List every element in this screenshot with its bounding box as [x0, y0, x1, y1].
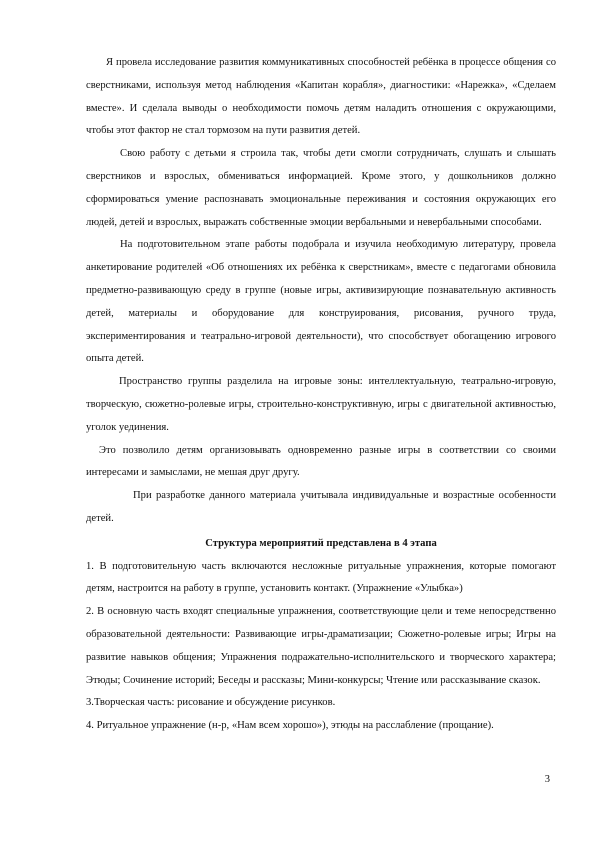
list-item-stage-1: 1. В подготовительную часть включаются несложные ритуальные упражнения, которые помогают детям, настроится на работу в группе, установить контакт. (Упражнение «Улыбка») — [86, 560, 556, 595]
section-heading: Структура мероприятий представлена в 4 этапа — [205, 537, 437, 549]
paragraph-individual: При разработке данного материала учитывала индивидуальные и возрастные особенности детей. — [86, 490, 556, 524]
list-item-stage-4: 4. Ритуальное упражнение (н-р, «Нам всем хорошо»), этюды на расслабление (прощание). — [86, 720, 494, 732]
paragraph-work-approach: Свою работу с детьми я строила так, чтобы дети смогли сотрудничать, слушать и слышать сверстников и взрослых, обмениваться информацией. Кроме этого, у дошкольников должно сформироваться умение распознавать эмоциональные переживания и состояния окружающих его людей, детей и взрослых, выражать собственные эмоции вербальными и невербальными способами. — [86, 148, 556, 228]
page-number: 3 — [544, 774, 550, 785]
list-item-stage-3: 3.Творческая часть: рисование и обсуждение рисунков. — [86, 697, 336, 709]
document-body — [86, 52, 556, 738]
paragraph-play-zones: Пространство группы разделила на игровые зоны: интеллектуальную, театрально-игровую, творческую, сюжетно-ролевые игры, строительно-конструктивную, игры с двигательной активностью, уголок уединения. — [86, 376, 556, 433]
paragraph-games: Это позволило детям организовывать одновременно разные игры в соответствии со своими интересами и замыслами, не мешая друг другу. — [86, 444, 556, 479]
list-item-stage-2: 2. В основную часть входят специальные упражнения, соответствующие цели и теме непосредственно образовательной деятельности: Развивающие игры-драматизации; Сюжетно-ролевые игры; Игры на развитие навыков общения; Упражнения подражательно-исполнительского и творческого характера; Этюды; Сочинение историй; Беседы и рассказы; Мини-конкурсы; Чтение или рассказывание сказок. — [86, 606, 556, 686]
paragraph-research: Я провела исследование развития коммуникативных способностей ребёнка в процессе общения со сверстниками, используя метод наблюдения «Капитан корабля», диагностики: «Нарежка», «Сделаем вместе». И сделала выводы о необходимости помочь детям наладить отношения с окружающими, чтобы этот фактор не стал тормозом на пути развития детей. — [86, 57, 556, 137]
paragraph-preparation: На подготовительном этапе работы подобрала и изучила необходимую литературу, провела анкетирование родителей «Об отношениях их ребёнка к сверстникам», вместе с педагогами обновила предметно-развивающую среду в группе (новые игры, активизирующие познавательную активность детей, материалы и оборудование для конструирования, рисования, ручного труда, экспериментирования и театрально-игровой деятельности), что способствует обогащению игрового опыта детей. — [86, 239, 556, 365]
